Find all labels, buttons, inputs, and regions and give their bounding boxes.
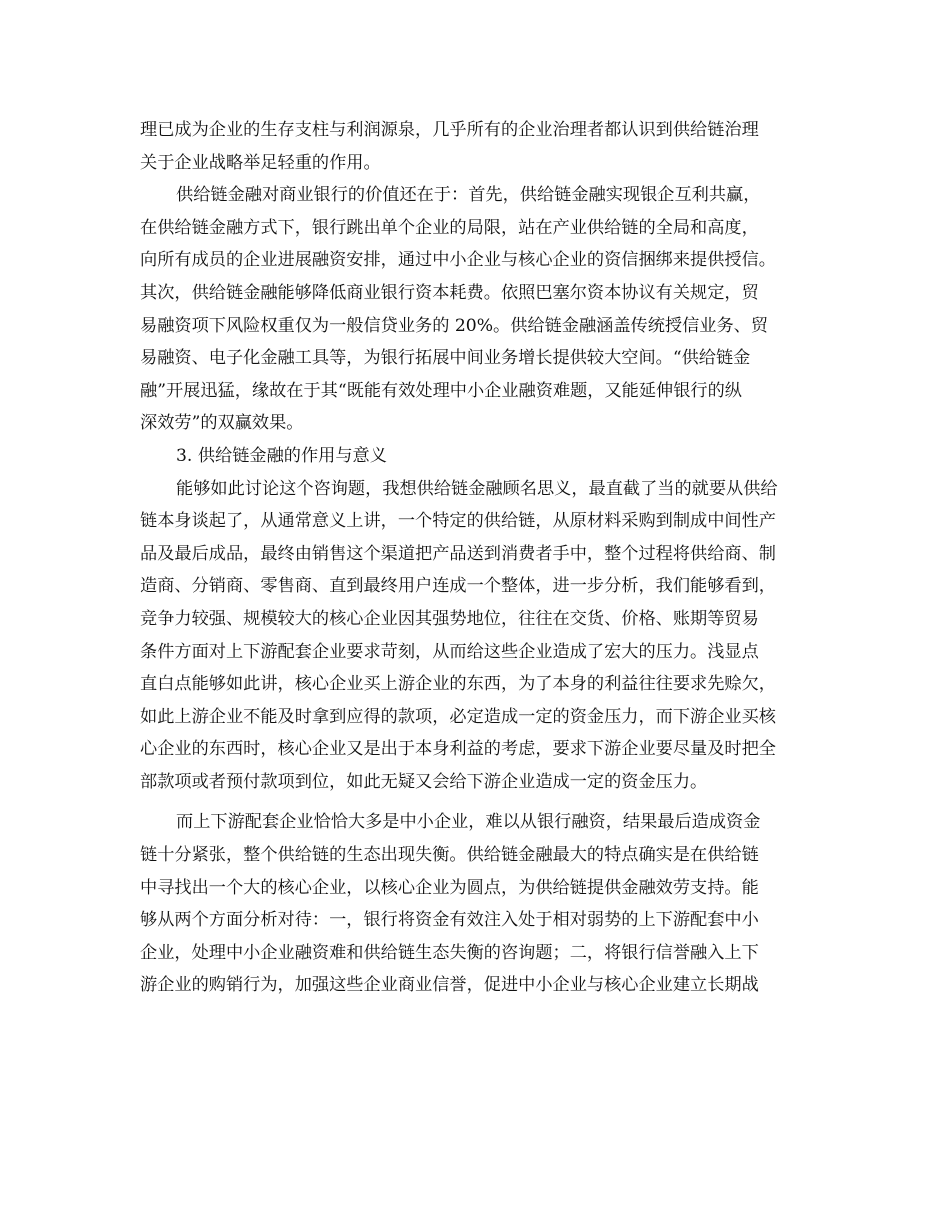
text-line: 企业，处理中小企业融资难和供给链生态失衡的咨询题；二，将银行信誉融入上下 bbox=[140, 942, 759, 963]
paragraph-start-line: 供给链金融对商业银行的价值还在于：首先，供给链金融实现银企互利共赢， bbox=[176, 185, 761, 206]
text-line: 向所有成员的企业进展融资安排，通过中小企业与核心企业的资信捆绑来提供授信。 bbox=[140, 250, 776, 271]
text-line: 在供给链金融方式下，银行跳出单个企业的局限，站在产业供给链的全局和高度， bbox=[140, 217, 759, 238]
text-line: 条件方面对上下游配套企业要求苛刻，从而给这些企业造成了宏大的压力。浅显点 bbox=[140, 641, 759, 662]
paragraph-start-line: 而上下游配套企业恰恰大多是中小企业，难以从银行融资，结果最后造成资金 bbox=[176, 812, 761, 833]
text-line: 深效劳”的双赢效果。 bbox=[140, 413, 304, 434]
text-line: 心企业的东西时，核心企业又是出于本身利益的考虑，要求下游企业要尽量及时把全 bbox=[140, 739, 776, 760]
text-line: 直白点能够如此讲，核心企业买上游企业的东西，为了本身的利益往往要求先赊欠， bbox=[140, 674, 776, 695]
text-line: 理已成为企业的生存支柱与利润源泉，几乎所有的企业治理者都认识到供给链治理 bbox=[140, 120, 759, 140]
document-body bbox=[140, 114, 812, 1002]
text-line: 链本身谈起了，从通常意义上讲，一个特定的供给链，从原材料采购到制成中间性产 bbox=[140, 511, 776, 532]
text-line: 部款项或者预付款项到位，如此无疑又会给下游企业造成一定的资金压力。 bbox=[140, 771, 708, 792]
text-line: 竞争力较强、规模较大的核心企业因其强势地位，往往在交货、价格、账期等贸易 bbox=[140, 608, 759, 629]
paragraph-start-line: 能够如此讨论这个咨询题，我想供给链金融顾名思义，最直截了当的就要从供给 bbox=[176, 478, 778, 499]
text-line: 游企业的购销行为，加强这些企业商业信誉，促进中小企业与核心企业建立长期战 bbox=[140, 975, 759, 996]
text-line: 品及最后成品，最终由销售这个渠道把产品送到消费者手中，整个过程将供给商、制 bbox=[140, 543, 776, 564]
text-line: 链十分紧张，整个供给链的生态出现失衡。供给链金融最大的特点确实是在供给链 bbox=[140, 845, 759, 866]
text-line: 造商、分销商、零售商、直到最终用户连成一个整体，进一步分析，我们能够看到， bbox=[140, 576, 776, 597]
text-line: 如此上游企业不能及时拿到应得的款项，必定造成一定的资金压力，而下游企业买核 bbox=[140, 706, 776, 727]
text-line: 易融资项下风险权重仅为一般信贷业务的 20%。供给链金融涵盖传统授信业务、贸 bbox=[140, 315, 769, 336]
text-line: 其次，供给链金融能够降低商业银行资本耗费。依照巴塞尔资本协议有关规定，贸 bbox=[140, 282, 759, 303]
text-line: 够从两个方面分析对待：一，银行将资金有效注入处于相对弱势的上下游配套中小 bbox=[140, 910, 759, 931]
text-line: 融”开展迅猛，缘故在于其“既能有效处理中小企业融资难题，又能延伸银行的纵 bbox=[140, 380, 742, 401]
text-line: 易融资、电子化金融工具等，为银行拓展中间业务增长提供较大空间。“供给链金 bbox=[140, 348, 751, 369]
section-heading: 3. 供给链金融的作用与意义 bbox=[176, 445, 387, 466]
text-line: 中寻找出一个大的核心企业，以核心企业为圆点，为供给链提供金融效劳支持。能 bbox=[140, 877, 759, 898]
text-line: 关于企业战略举足轻重的作用。 bbox=[140, 152, 381, 173]
